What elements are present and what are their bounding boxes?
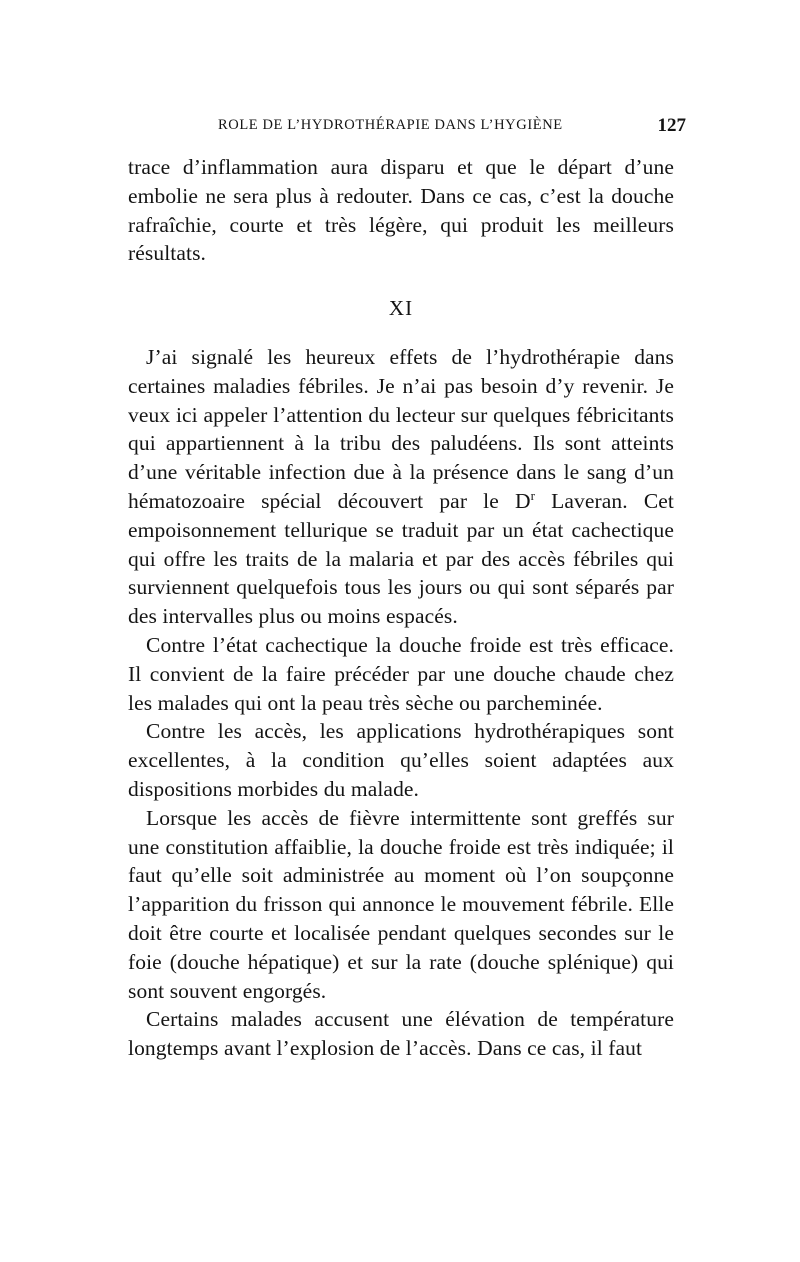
page-number: 127 [657,115,686,136]
section-body [128,343,674,1063]
section-heading: XI [388,296,414,320]
paragraph-1-text: J’ai signalé les heureux effets de l’hydrothérapie dans certaines maladies fébriles. Je n’ai pas besoin d’y revenir. Je veux ici appeler l’attention du lecteur sur quelques fébricitants qui appartiennent à la tribu des paludéens. Ils sont atteints d’une véritable infection due à la présence dans le sang d’un hématozoaire spécial découvert par le D [128,345,674,513]
running-title: ROLE DE L’HYDROTHÉRAPIE DANS L’HYGIÈNE [218,117,563,133]
running-header [128,115,686,139]
paragraph-5: Certains malades accusent une élévation de température longtemps avant l’explosion de l’accès. Dans ce cas, il faut [128,1007,674,1061]
continuation-block [128,153,674,268]
paragraph-1 [128,343,674,631]
doctor-abbrev-superscript: r [530,487,536,503]
continuation-paragraph: trace d’inflammation aura disparu et que le départ d’une embolie ne sera plus à redouter. Dans ce cas, c’est la douche rafraîchie, courte et très légère, qui produit les meilleurs résultats. [128,155,674,266]
paragraph-2: Contre l’état cachectique la douche froide est très efficace. Il convient de la faire précéder par une douche chaude chez les malades qui ont la peau très sèche ou parcheminée. [128,632,674,715]
paragraph-4: Lorsque les accès de fièvre intermittente sont greffés sur une constitution affaiblie, la douche froide est très indiquée; il faut qu’elle soit administrée au moment où l’on soupçonne l’apparition du frisson qui annonce le mouvement fébrile. Elle doit être courte et localisée pendant quelques secondes sur le foie (douche hépatique) et sur la rate (douche splénique) qui sont souvent engorgés. [128,805,674,1003]
paragraph-3: Contre les accès, les applications hydrothérapiques sont excellentes, à la condition qu’elles soient adaptées aux dispositions morbides du malade. [128,719,674,801]
paragraph-1-text-cont: Laveran. Cet empoisonnement tellurique se traduit par un état cachectique qui offre les traits de la malaria et par des accès fébriles qui surviennent quelquefois tous les jours ou qui sont séparés par des intervalles plus ou moins espacés. [128,488,674,629]
